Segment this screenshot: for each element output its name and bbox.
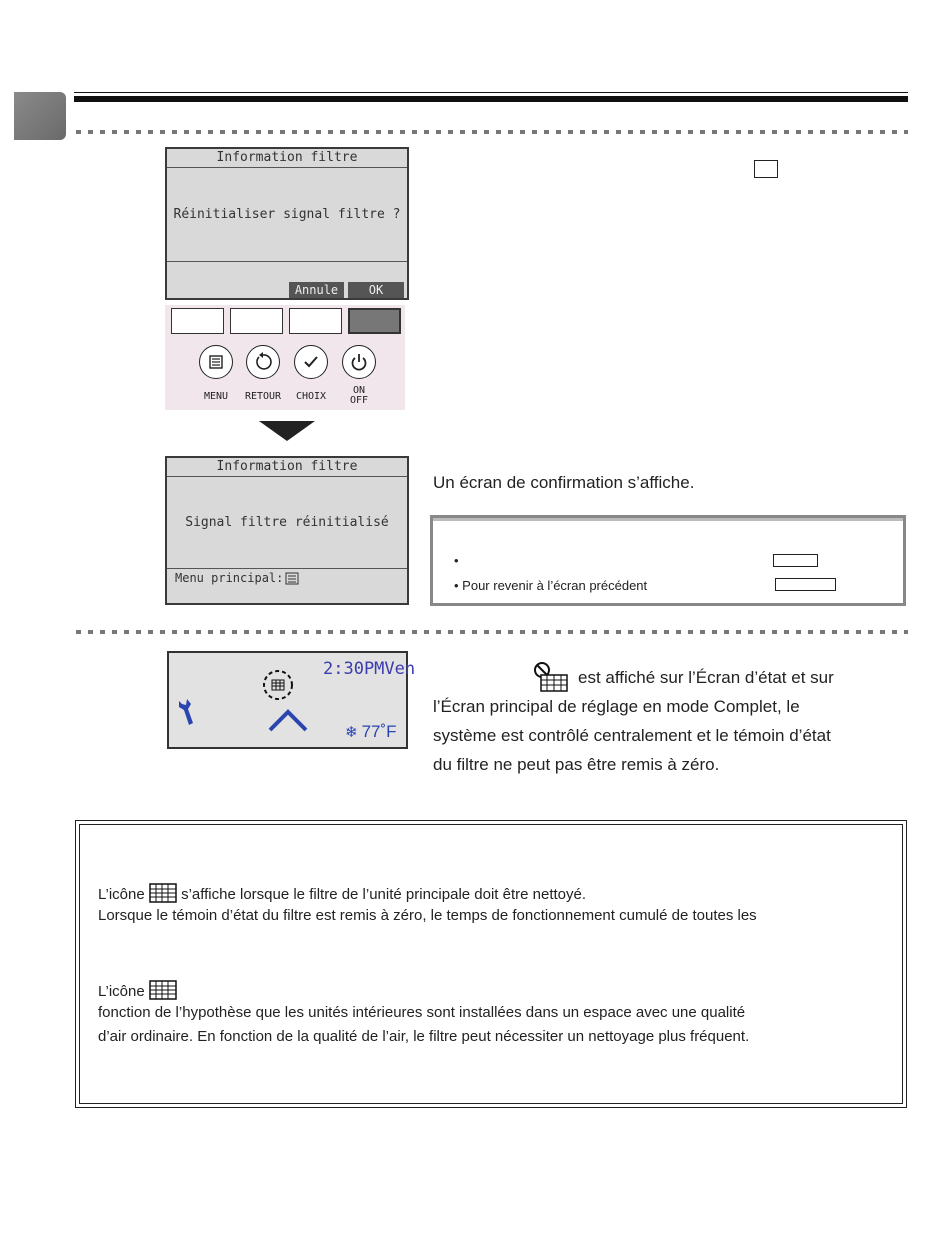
status-time: 2:30PMVen <box>323 659 416 679</box>
section-tab-marker <box>14 92 66 140</box>
on-off-label: ON OFF <box>349 385 369 406</box>
lcd-reset-done-screen <box>165 456 409 605</box>
filter-grid-icon <box>149 883 177 903</box>
status-temperature: ❄ 77˚F <box>345 722 397 741</box>
dotted-divider-middle <box>76 630 908 634</box>
central-control-line-4: du filtre ne peut pas être remis à zéro. <box>433 755 720 774</box>
lcd-title: Information filtre <box>167 458 407 477</box>
lcd-footer <box>175 571 299 585</box>
header-rule-thin <box>74 92 908 93</box>
menu-small-icon <box>285 572 299 585</box>
lcd-divider <box>167 261 407 262</box>
info-paragraph-5: d’air ordinaire. En fonction de la qualité de l’air, le filtre peut nécessiter un nettoyage plus fréquent. <box>98 1028 750 1045</box>
soft-button-cancel[interactable]: Annule <box>289 282 344 298</box>
note-key-box-2 <box>775 578 836 591</box>
wrench-icon <box>175 697 197 727</box>
central-control-line-2: l’Écran principal de réglage en mode Complet, le <box>433 697 800 716</box>
lcd-reset-confirm-screen <box>165 147 409 300</box>
lcd-message: Réinitialiser signal filtre ? <box>173 207 401 222</box>
on-off-button[interactable] <box>342 345 376 379</box>
function-button-f4[interactable] <box>348 308 401 334</box>
function-button-f1[interactable] <box>171 308 224 334</box>
central-control-line-3: système est contrôlé centralement et le témoin d’état <box>433 726 831 745</box>
key-reference-box <box>754 160 778 178</box>
note-line-1: • <box>454 553 459 568</box>
central-control-line-1: est affiché sur l’Écran d’état et sur <box>578 668 834 687</box>
info-paragraph-3: L’icône <box>98 980 177 1000</box>
lcd-footer-label: Menu principal: <box>175 571 284 585</box>
power-icon <box>349 352 369 372</box>
check-icon <box>301 352 321 372</box>
controller-panel <box>165 305 405 410</box>
soft-button-ok[interactable]: OK <box>348 282 404 298</box>
lcd-divider <box>167 568 407 569</box>
lcd-message: Signal filtre réinitialisé <box>185 515 389 530</box>
dotted-divider-top <box>76 130 908 134</box>
filter-grid-icon <box>149 980 177 1000</box>
lcd-title: Information filtre <box>167 149 407 168</box>
note-box <box>430 515 906 606</box>
info-box <box>75 820 907 1108</box>
choose-label: CHOIX <box>295 391 327 402</box>
return-icon <box>253 352 273 372</box>
menu-button[interactable] <box>199 345 233 379</box>
function-button-f3[interactable] <box>289 308 342 334</box>
info-paragraph-2: Lorsque le témoin d’état du filtre est remis à zéro, le temps de fonctionnement cumulé de toutes les <box>98 907 757 924</box>
chevron-up-icon[interactable] <box>266 708 310 734</box>
step-confirm-text: Un écran de confirmation s’affiche. <box>433 473 695 492</box>
menu-icon <box>207 353 225 371</box>
status-screen <box>167 651 416 749</box>
return-label: RETOUR <box>244 391 282 402</box>
arrow-down-icon <box>259 421 315 441</box>
note-line-2: • Pour revenir à l’écran précédent <box>454 578 648 593</box>
filter-status-icon <box>262 669 294 701</box>
choose-button[interactable] <box>294 345 328 379</box>
no-filter-icon <box>533 661 569 693</box>
info-paragraph-1: L’icône s’affiche lorsque le filtre de l’unité principale doit être nettoyé. <box>98 883 586 903</box>
note-key-box-1 <box>773 554 818 567</box>
snowflake-icon: ❄ <box>345 724 358 741</box>
return-button[interactable] <box>246 345 280 379</box>
header-rule <box>74 96 908 102</box>
menu-label: MENU <box>203 391 229 402</box>
info-paragraph-4: fonction de l’hypothèse que les unités intérieures sont installées dans un espace avec une qualité <box>98 1004 746 1021</box>
function-button-f2[interactable] <box>230 308 283 334</box>
